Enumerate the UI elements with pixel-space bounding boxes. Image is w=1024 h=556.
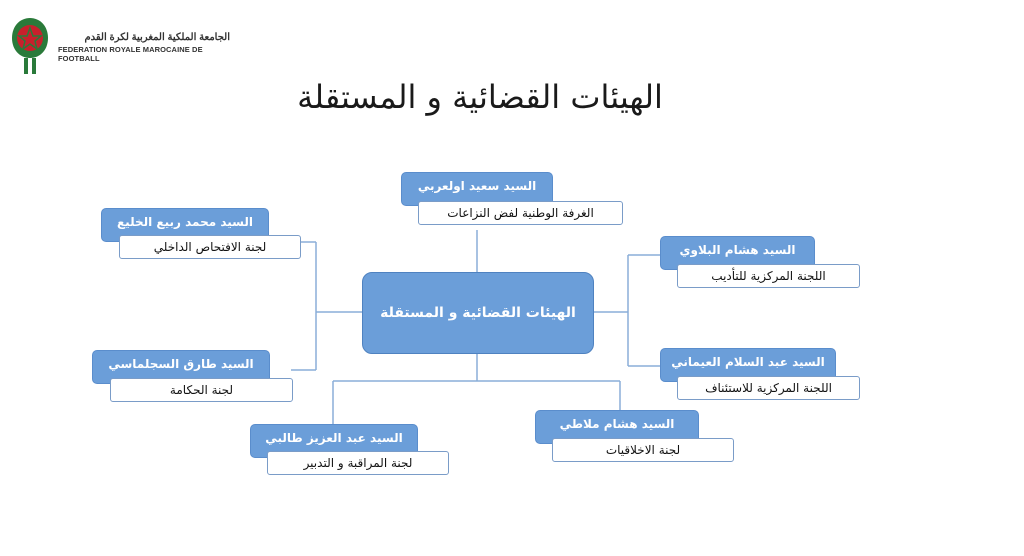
node-role-appeal: اللجنة المركزية للاستئناف [677,376,860,400]
node-name-talbi: السيد عبد العزيز طالبي [250,424,418,458]
node-name-sijilmassi: السيد طارق السجلماسي [92,350,270,384]
page-title: الهيئات القضائية و المستقلة [297,78,663,116]
organization-name-fr: FEDERATION ROYALE MAROCAINE DE FOOTBALL [58,45,203,63]
node-role-disputes-chamber: الغرفة الوطنية لفض النزاعات [418,201,623,225]
node-name-aimani: السيد عبد السلام العيماني [660,348,836,382]
center-node: الهيئات القضائية و المستقلة [362,272,594,354]
organization-name-ar: الجامعة الملكية المغربية لكرة القدم [84,32,230,43]
node-name-mellati: السيد هشام ملاطي [535,410,699,444]
node-role-disciplinary: اللجنة المركزية للتأديب [677,264,860,288]
node-name-ouaarabi: السيد سعيد اولعربي [401,172,553,206]
node-role-governance: لجنة الحكامة [110,378,293,402]
node-name-khaliaa: السيد محمد ربيع الخليع [101,208,269,242]
node-role-ethics: لجنة الاخلاقيات [552,438,734,462]
node-role-control-management: لجنة المراقبة و التدبير [267,451,449,475]
node-role-internal-audit: لجنة الافتحاص الداخلي [119,235,301,259]
node-name-belaoui: السيد هشام البلاوي [660,236,815,270]
